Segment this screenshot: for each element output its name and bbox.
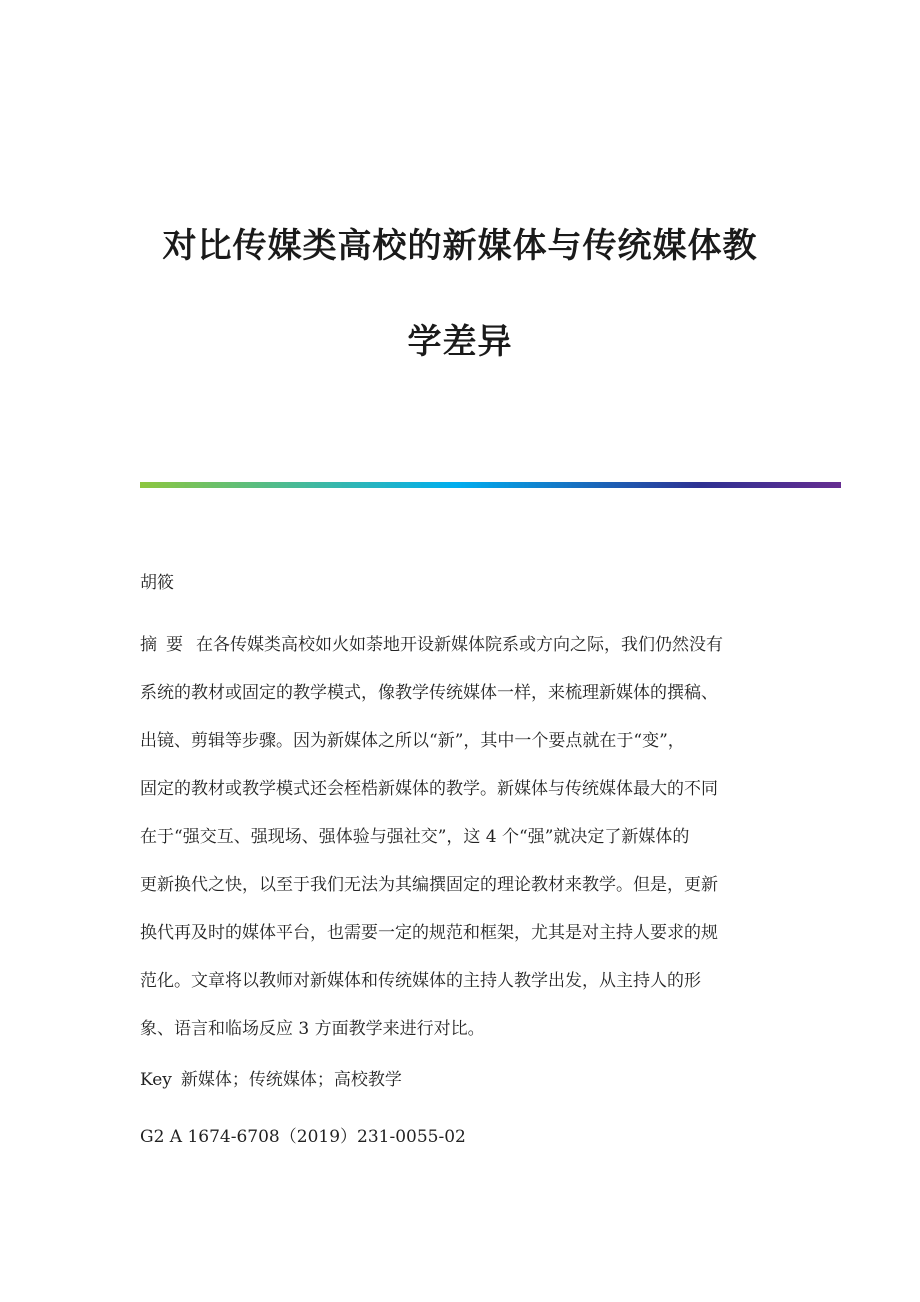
abstract-line [140,621,772,669]
title-divider-gradient-rule [140,482,841,488]
keywords-label: Key [140,1070,172,1090]
abstract-line-text: 在各传媒类高校如火如荼地开设新媒体院系或方向之际，我们仍然没有 [196,635,723,655]
title-line-1: 对比传媒类高校的新媒体与传统媒体教 [162,226,758,266]
abstract-line: 系统的教材或固定的教学模式，像教学传统媒体一样，来梳理新媒体的撰稿、 [140,683,718,703]
classification-code: G2 A 1674-6708（2019）231-0055-02 [140,1127,466,1147]
abstract-label: 摘要 [140,635,192,655]
abstract-line: 在于“强交互、强现场、强体验与强社交”，这 4 个“强”就决定了新媒体的 [140,827,690,847]
abstract-line: 出镜、剪辑等步骤。因为新媒体之所以“新”，其中一个要点就在于“变”， [140,731,685,751]
keywords [140,1065,402,1090]
title-line-2: 学差异 [407,322,513,362]
abstract [140,621,772,1053]
abstract-line: 象、语言和临场反应 3 方面教学来进行对比。 [140,1019,485,1039]
abstract-line: 换代再及时的媒体平台，也需要一定的规范和框架，尤其是对主持人要求的规 [140,923,718,943]
abstract-line: 范化。文章将以教师对新媒体和传统媒体的主持人教学出发，从主持人的形 [140,971,701,991]
abstract-line: 固定的教材或教学模式还会桎梏新媒体的教学。新媒体与传统媒体最大的不同 [140,779,718,799]
author-name: 胡筱 [140,573,174,593]
abstract-line: 更新换代之快，以至于我们无法为其编撰固定的理论教材来教学。但是，更新 [140,875,718,895]
keywords-value: 新媒体；传统媒体；高校教学 [180,1070,402,1090]
